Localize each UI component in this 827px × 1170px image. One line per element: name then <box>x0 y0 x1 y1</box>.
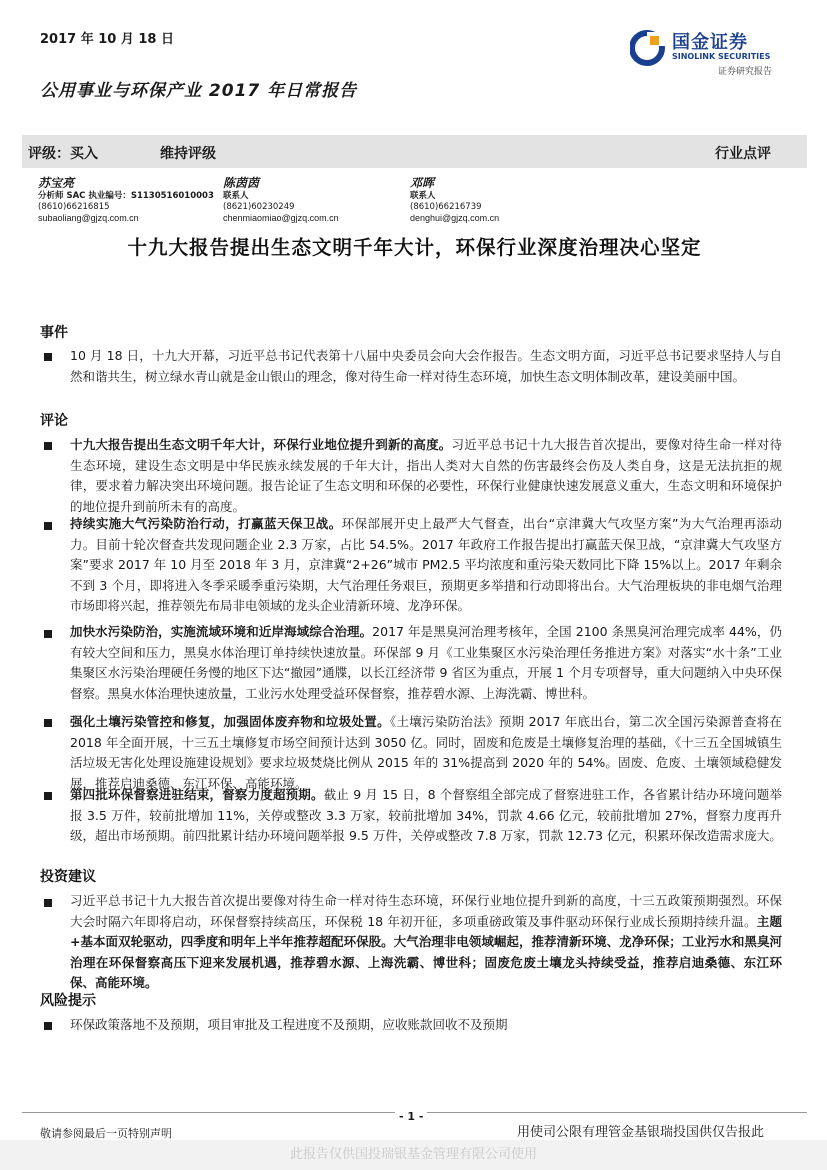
section-title-risk: 风险提示 <box>40 993 96 1009</box>
rating-keep: 维持评级 <box>160 146 216 162</box>
paragraph-body: 截止 9 月 15 日，8 个督察组全部完成了督察进驻工作，各省累计结办环境问题举报 3.5 万件，较前批增加 11%，关停或整改 3.3 万家，较前批增加 34%，罚款 4.66 亿元，较前批增加 27%，督察力度再升级，超出市场预期。前四批累计结办环境问题举报 9.5 万件，关停或整改 7.8 万家，罚款 12.73 亿元，积累环保改造需求庞大。 <box>70 787 782 844</box>
logo-english: SINOLINK SECURITIES <box>672 52 771 61</box>
logo-name: 国金证券 <box>672 32 748 53</box>
paragraph-lead: 第四批环保督察进驻结束，督察力度超预期。 <box>70 787 324 802</box>
analyst-phone: (8610)66216815 <box>38 202 110 212</box>
analyst-email[interactable]: chenmiaomiao@gjzq.com.cn <box>223 213 339 223</box>
comment-paragraph <box>70 785 782 847</box>
comment-paragraph <box>70 514 782 617</box>
analyst-card <box>38 175 214 224</box>
analyst-role: 联系人 <box>410 191 436 201</box>
section-title-invest: 投资建议 <box>40 869 96 885</box>
report-subtitle: 公用事业与环保产业 2017 年日常报告 <box>40 81 358 101</box>
comment-paragraph <box>70 435 782 517</box>
paragraph-lead: 十九大报告提出生态文明千年大计，环保行业地位提升到新的高度。 <box>70 437 452 452</box>
section-title-comment: 评论 <box>40 413 68 429</box>
rating-band <box>22 135 807 168</box>
logo-mark-icon <box>630 29 668 67</box>
analyst-card <box>410 175 499 224</box>
analyst-name: 陈茵茵 <box>223 176 260 190</box>
analyst-card <box>223 175 339 224</box>
paragraph-body: 环保部展开史上最严大气督查，出台“京津冀大气攻坚方案”为大气治理再添动力。目前十轮次督查共发现问题企业 2.3 万家，占比 54.5%。2017 年政府工作报告提出打赢蓝天保卫战，“京津冀大气攻坚方案”要求 2017 年 10 月至 2018 年 3 月，京津冀“2+26”城市 PM2.5 平均浓度和重污染天数同比下降 15%以上。2017 年剩余不到 3 个月，即将进入冬季采暖季重污染期，大气治理任务艰巨，预期更多举措和行动即将出台。大气治理板块的非电烟气治理市场即将兴起，推荐领先布局非电领域的龙头企业清新环境、龙净环保。 <box>70 516 782 614</box>
bullet-icon <box>44 353 52 361</box>
analyst-phone: (8610)66216739 <box>410 202 482 212</box>
paragraph-lead: 持续实施大气污染防治行动，打赢蓝天保卫战。 <box>70 516 342 531</box>
watermark: 此报告仅供国投瑞银基金管理有限公司使用 <box>0 1140 827 1170</box>
paragraph-lead: 强化土壤污染管控和修复，加强固体废弃物和垃圾处置。 <box>70 714 390 729</box>
bullet-icon <box>44 719 52 727</box>
event-paragraph: 10 月 18 日，十九大开幕，习近平总书记代表第十八届中央委员会向大会作报告。生态文明方面，习近平总书记要求坚持人与自然和谐共生，树立绿水青山就是金山银山的理念，像对待生命一样对待生态环境，加快生态文明体制改革，建设美丽中国。 <box>70 348 782 384</box>
analyst-email[interactable]: subaoliang@gjzq.com.cn <box>38 213 139 223</box>
footer-usage-note: 用使司公限有理管金基银瑞投国供仅告报此 <box>517 1125 765 1140</box>
report-headline: 十九大报告提出生态文明千年大计，环保行业深度治理决心坚定 <box>127 236 702 259</box>
footer-disclaimer: 敬请参阅最后一页特别声明 <box>40 1127 172 1140</box>
report-date: 2017 年 10 月 18 日 <box>40 32 174 47</box>
logo-subtitle: 证券研究报告 <box>718 67 773 77</box>
analyst-name: 苏宝亮 <box>38 176 75 190</box>
analyst-role: 分析师 SAC 执业编号：S1130516010003 <box>38 191 214 201</box>
invest-paragraph <box>70 891 782 994</box>
comment-paragraph <box>70 622 782 704</box>
paragraph-body: 习近平总书记十九大报告首次提出要像对待生命一样对待生态环境，环保行业地位提升到新的高度，十三五政策预期强烈。环保大会时隔六年即将启动，环保督察持续高压，环保税 18 年初开征，多项重磅政策及事件驱动环保行业成长预期持续升温。 <box>70 893 782 929</box>
paragraph-emphasis: 主题+基本面双轮驱动，四季度和明年上半年推荐超配环保股。大气治理非电领域崛起，推荐清新环境、龙净环保；工业污水和黑臭河治理在环保督察高压下迎来发展机遇，推荐碧水源、上海洗霸、博世科；固废危废土壤龙头持续受益，推荐启迪桑德、东江环保、高能环境。 <box>70 913 782 991</box>
analyst-email[interactable]: denghui@gjzq.com.cn <box>410 213 500 223</box>
section-title-event: 事件 <box>40 325 68 341</box>
analyst-role: 联系人 <box>223 191 249 201</box>
bullet-icon <box>44 442 52 450</box>
analyst-phone: (8621)60230249 <box>223 202 295 212</box>
bullet-icon <box>44 792 52 800</box>
rating-label: 评级：买入 <box>28 146 98 162</box>
bullet-icon <box>44 899 52 907</box>
bullet-icon <box>44 1022 52 1030</box>
paragraph-body: 2017 年是黑臭河治理考核年，全国 2100 条黑臭河治理完成率 44%，仍有较大空间和压力，黑臭水体治理订单持续快速放量。环保部 9 月《工业集聚区水污染治理任务推进方案》对落实“水十条”工业集聚区水污染治理硬任务慢的地区下达“撤园”通牒，以长江经济带 9 省区为重点，开展 1 个月专项督导，重大问题纳入中央环保督察。黑臭水体治理快速放量，工业污水处理受益环保督察，推荐碧水源、上海洗霸、博世科。 <box>70 624 782 701</box>
comment-paragraph <box>70 712 782 794</box>
analyst-name: 邓晖 <box>410 176 435 190</box>
paragraph-body: 《土壤污染防治法》预期 2017 年底出台，第二次全国污染源普查将在 2018 年全面开展，十三五土壤修复市场空间预计达到 3050 亿。同时，固废和危废是土壤修复治理的基础，《十三五全国城镇生活垃圾无害化处理设施建设规划》要求垃圾焚烧比例从 2015 年的 31%提高到 2020 年的 54%。固废、危废、土壤领域稳健发展，推荐启迪桑德、东江环保、高能环境。 <box>70 714 782 791</box>
bullet-icon <box>44 630 52 638</box>
page-number: - 1 - <box>395 1110 427 1123</box>
risk-paragraph: 环保政策落地不及预期，项目审批及工程进度不及预期，应收账款回收不及预期 <box>70 1017 508 1032</box>
paragraph-body: 习近平总书记十九大报告首次提出，要像对待生命一样对待生态环境，建设生态文明是中华民族永续发展的千年大计，指出人类对大自然的伤害最终会伤及人类自身，这是无法抗拒的规律，要求着力解决突出环境问题。报告论证了生态文明和环保的必要性，环保行业健康快速发展意义重大，生态文明和环境保护的地位提升到前所未有的高度。 <box>70 437 782 514</box>
report-type: 行业点评 <box>715 146 771 162</box>
paragraph-lead: 加快水污染防治，实施流域环境和近岸海域综合治理。 <box>70 624 373 639</box>
bullet-icon <box>44 522 52 530</box>
